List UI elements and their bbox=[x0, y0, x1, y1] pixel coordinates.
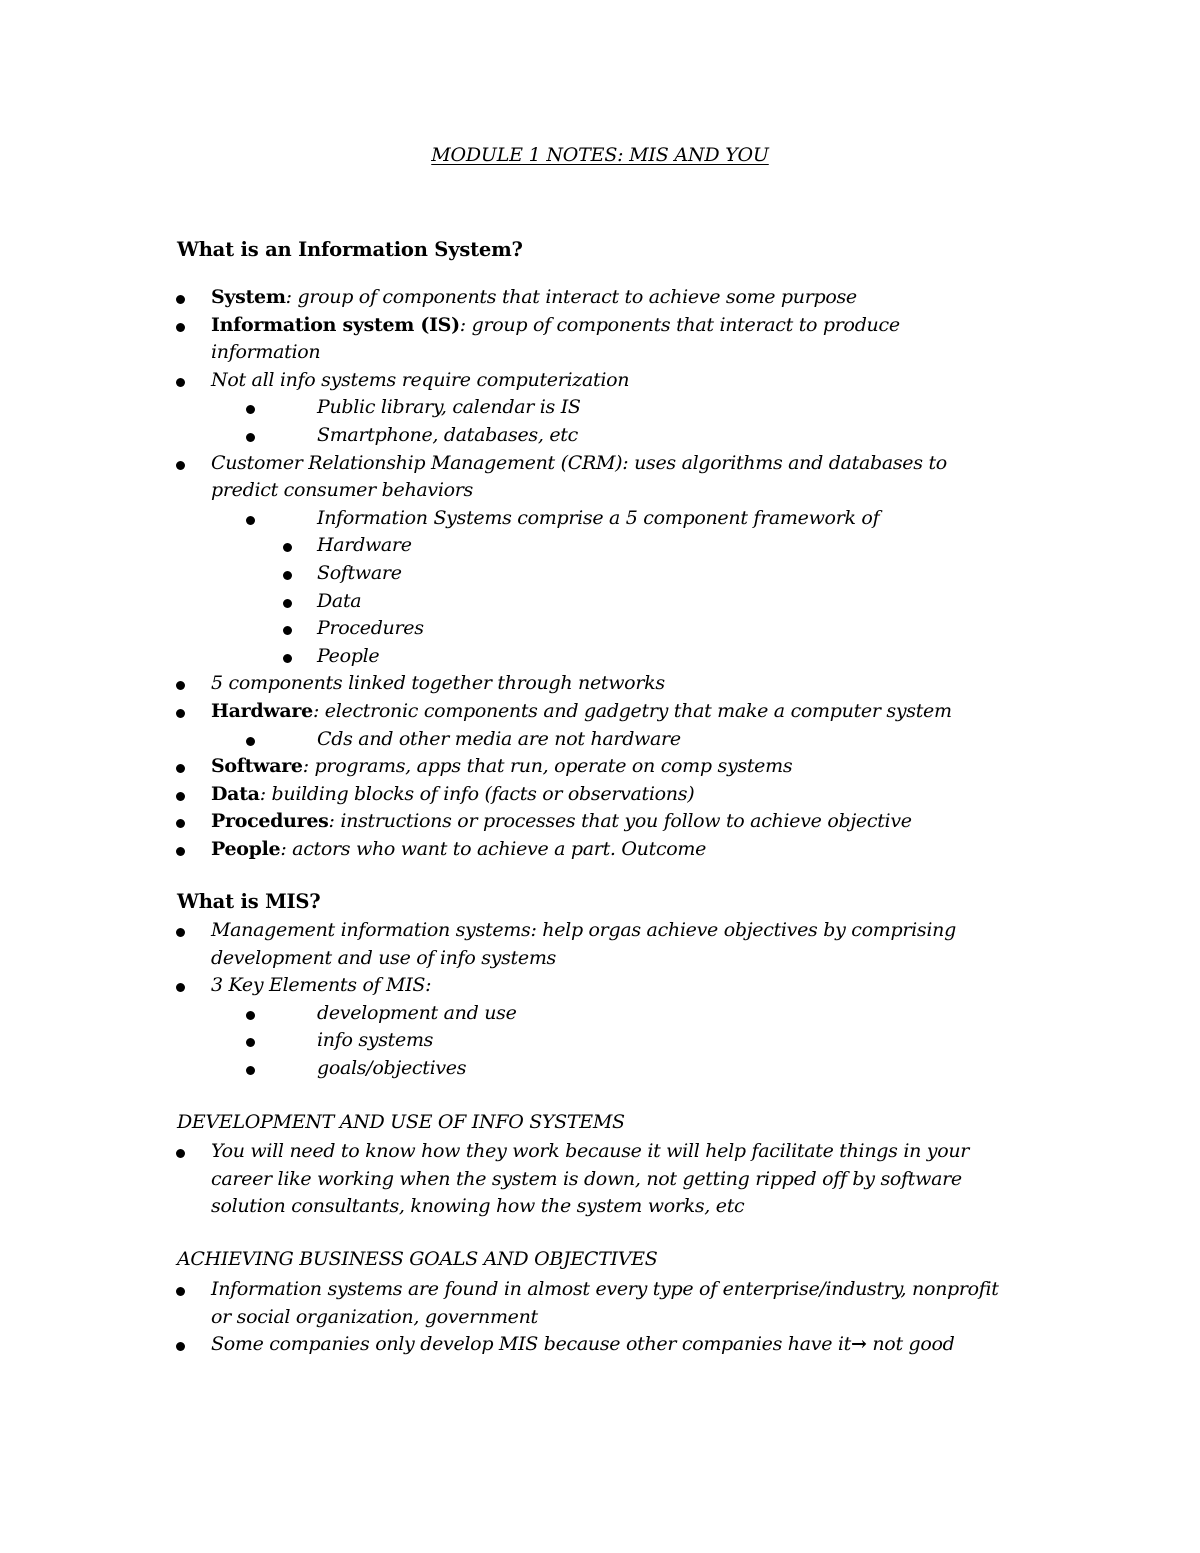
list-item bbox=[0, 450, 1001, 505]
page-title: MODULE 1 NOTES: MIS AND YOU bbox=[431, 144, 769, 166]
section-heading-information-system: What is an Information System? bbox=[177, 238, 523, 261]
item-text: Cds and other media are not hardware bbox=[317, 727, 681, 750]
list-item bbox=[0, 726, 997, 754]
term-label: Hardware bbox=[211, 699, 313, 722]
list-item bbox=[0, 394, 997, 422]
bullet-icon bbox=[246, 516, 255, 525]
item-text: Procedures bbox=[317, 617, 424, 640]
list-item bbox=[0, 560, 997, 588]
definition-text: : electronic components and gadgetry that make a computer system bbox=[312, 699, 952, 722]
bullet-icon bbox=[283, 626, 292, 635]
definition-text: : programs, apps that run, operate on comp systems bbox=[302, 755, 793, 778]
term-label: System bbox=[211, 286, 286, 308]
definition-text: : actors who want to achieve a part. Outcome bbox=[280, 837, 707, 860]
development-list bbox=[0, 1138, 1200, 1221]
bullet-icon bbox=[283, 543, 292, 552]
definition-text: : group of components that interact to achieve some purpose bbox=[285, 286, 857, 308]
information-system-list bbox=[0, 284, 1200, 863]
bullet-icon bbox=[176, 461, 185, 470]
bullet-icon bbox=[283, 654, 292, 663]
item-text: You will need to know how they work because it will help facilitate things in your career like working when the system is down, not getting ripped off by software solution consultants, knowing how the system works, etc bbox=[211, 1140, 970, 1218]
bullet-icon bbox=[246, 737, 255, 746]
bullet-icon bbox=[176, 1287, 185, 1296]
bullet-icon bbox=[283, 571, 292, 580]
list-item bbox=[0, 1138, 1001, 1221]
bullet-icon bbox=[176, 1149, 185, 1158]
list-item bbox=[0, 836, 1001, 864]
section-heading-what-is-mis: What is MIS? bbox=[177, 890, 321, 913]
section-heading-development-and-use: DEVELOPMENT AND USE OF INFO SYSTEMS bbox=[177, 1111, 625, 1133]
list-item bbox=[0, 1331, 1001, 1359]
bullet-icon bbox=[176, 709, 185, 718]
bullet-icon bbox=[176, 819, 185, 828]
item-text: Smartphone, databases, etc bbox=[317, 423, 578, 446]
list-item bbox=[0, 1276, 1001, 1331]
bullet-icon bbox=[246, 1011, 255, 1020]
list-item bbox=[0, 367, 1001, 395]
list-item bbox=[0, 698, 1001, 726]
list-item bbox=[0, 422, 997, 450]
item-text: info systems bbox=[317, 1029, 434, 1052]
bullet-icon bbox=[176, 378, 185, 387]
bullet-icon bbox=[176, 792, 185, 801]
list-item bbox=[0, 1027, 997, 1055]
bullet-icon bbox=[176, 928, 185, 937]
bullet-icon bbox=[246, 405, 255, 414]
definition-text: : instructions or processes that you follow to achieve objective bbox=[328, 810, 912, 833]
bullet-icon bbox=[246, 1066, 255, 1075]
item-text: goals/objectives bbox=[317, 1056, 467, 1079]
list-item bbox=[0, 1000, 997, 1028]
bullet-icon bbox=[283, 599, 292, 608]
list-item bbox=[0, 312, 1001, 367]
item-text: Customer Relationship Management (CRM): uses algorithms and databases to predict consumer behaviors bbox=[211, 451, 947, 502]
term-label: Information system (IS) bbox=[211, 313, 460, 336]
item-text: Public library, calendar is IS bbox=[317, 396, 581, 419]
term-label: People bbox=[211, 837, 281, 860]
list-item bbox=[0, 808, 1001, 836]
bullet-icon bbox=[246, 433, 255, 442]
bullet-icon bbox=[176, 681, 185, 690]
item-text: 3 Key Elements of MIS: bbox=[211, 974, 432, 997]
list-item bbox=[0, 753, 1001, 781]
bullet-icon bbox=[176, 295, 185, 304]
definition-text: : building blocks of info (facts or observations) bbox=[259, 782, 695, 805]
list-item bbox=[0, 505, 997, 533]
item-text: development and use bbox=[317, 1001, 517, 1024]
item-text: People bbox=[317, 644, 380, 667]
item-text: Hardware bbox=[317, 534, 412, 557]
item-text: Information systems are found in almost every type of enterprise/industry, nonprofit or social organization, government bbox=[211, 1278, 999, 1328]
section-heading-business-goals: ACHIEVING BUSINESS GOALS AND OBJECTIVES bbox=[177, 1248, 658, 1270]
bullet-icon bbox=[246, 1038, 255, 1047]
item-text: Data bbox=[317, 589, 362, 612]
list-item bbox=[0, 1055, 997, 1083]
item-text: Software bbox=[317, 561, 402, 584]
list-item bbox=[0, 917, 1001, 972]
list-item bbox=[0, 972, 1001, 1000]
item-text: Some companies only develop MIS because other companies have it bbox=[211, 1333, 851, 1356]
term-label: Data bbox=[211, 782, 260, 805]
list-item bbox=[0, 781, 1001, 809]
item-text: Information Systems comprise a 5 component framework of bbox=[317, 506, 880, 529]
right-arrow-icon: → bbox=[851, 1333, 867, 1356]
definition-text: : group of components that interact to produce information bbox=[211, 313, 900, 364]
mis-list bbox=[0, 917, 1200, 1083]
list-item bbox=[0, 615, 997, 643]
bullet-icon bbox=[176, 983, 185, 992]
bullet-icon bbox=[176, 847, 185, 856]
item-text: Not all info systems require computerization bbox=[211, 368, 630, 391]
bullet-icon bbox=[176, 1342, 185, 1351]
list-item bbox=[0, 588, 997, 616]
list-item bbox=[0, 670, 1001, 698]
list-item bbox=[0, 643, 997, 671]
item-text: Management information systems: help orgas achieve objectives by comprising development and use of info systems bbox=[211, 919, 956, 969]
item-text-tail: not good bbox=[866, 1333, 955, 1356]
item-text: 5 components linked together through networks bbox=[211, 672, 665, 695]
term-label: Procedures bbox=[211, 810, 329, 833]
list-item bbox=[0, 532, 997, 560]
bullet-icon bbox=[176, 764, 185, 773]
bullet-icon bbox=[176, 323, 185, 332]
business-goals-list bbox=[0, 1276, 1200, 1359]
list-item bbox=[0, 284, 1001, 312]
term-label: Software bbox=[211, 755, 303, 778]
